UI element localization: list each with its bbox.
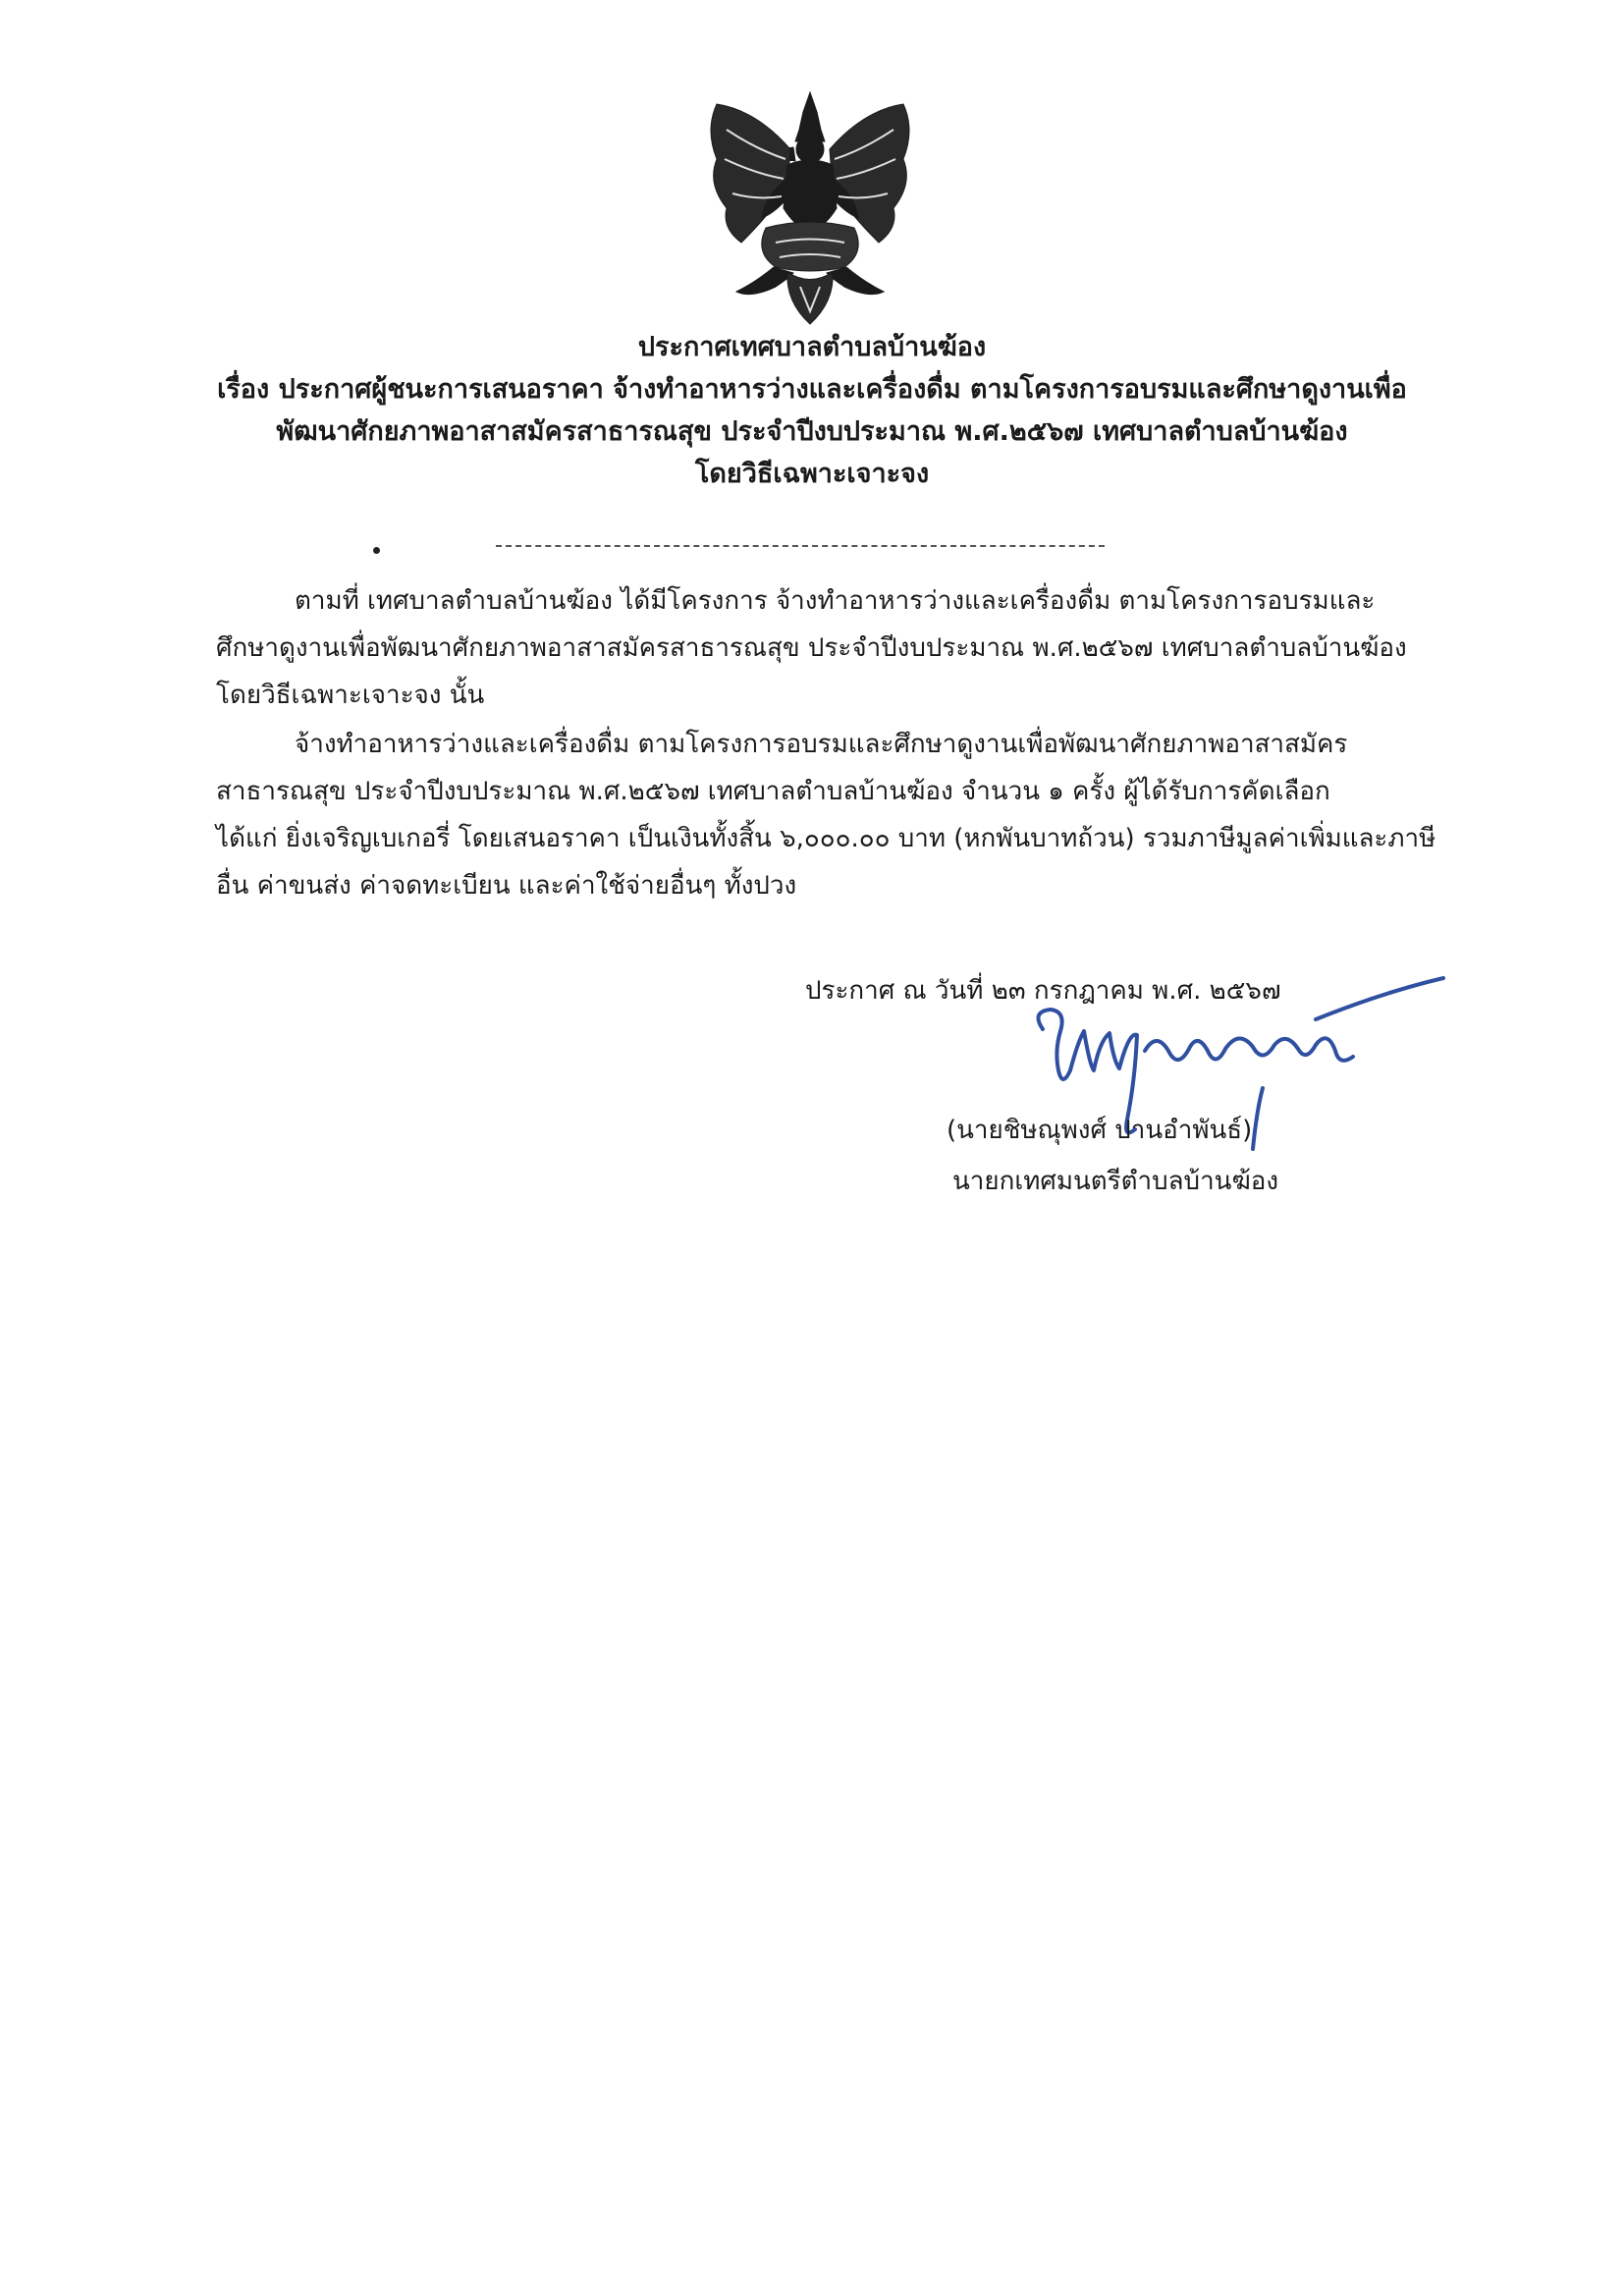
signer-name: (นายชิษณุพงศ์ ปานอำพันธ์)	[947, 1116, 1253, 1145]
paragraph-1-line: โดยวิธีเฉพาะเจาะจง นั้น	[216, 681, 485, 710]
announcement-header	[137, 326, 1487, 495]
paragraph-2-line: จ้างทำอาหารว่างและเครื่องดื่ม ตามโครงการอบรมและศึกษาดูงานเพื่อพัฒนาศักยภาพอาสาสมัคร	[295, 730, 1348, 759]
paragraph-1-line: ศึกษาดูงานเพื่อพัฒนาศักยภาพอาสาสมัครสาธารณสุข ประจำปีงบประมาณ พ.ศ.๒๕๖๗ เทศบาลตำบลบ้านฆ้อง	[216, 633, 1407, 663]
signer-title: นายกเทศมนตรีตำบลบ้านฆ้อง	[952, 1167, 1279, 1196]
announcement-date: ประกาศ ณ วันที่ ๒๓ กรกฎาคม พ.ศ. ๒๕๖๗	[805, 976, 1281, 1006]
garuda-emblem-icon	[697, 90, 923, 331]
header-subject-line-2: พัฒนาศักยภาพอาสาสมัครสาธารณสุข ประจำปีงบประมาณ พ.ศ.๒๕๖๗ เทศบาลตำบลบ้านฆ้อง	[276, 416, 1348, 447]
paragraph-2-line: สาธารณสุข ประจำปีงบประมาณ พ.ศ.๒๕๖๗ เทศบาลตำบลบ้านฆ้อง จำนวน ๑ ครั้ง ผู้ได้รับการคัดเลือก	[216, 777, 1330, 806]
header-subject-line-1: เรื่อง ประกาศผู้ชนะการเสนอราคา จ้างทำอาหารว่างและเครื่องดื่ม ตามโครงการอบรมและศึกษาดูงานเพื่อ	[217, 374, 1407, 405]
paragraph-2	[216, 721, 1468, 909]
paragraph-2-line: ได้แก่ ยิ่งเจริญเบเกอรี่ โดยเสนอราคา เป็นเงินทั้งสิ้น ๖,๐๐๐.๐๐ บาท (หกพันบาทถ้วน) รวมภาษีมูลค่าเพิ่มและภาษี	[216, 824, 1436, 853]
paragraph-1-line: ตามที่ เทศบาลตำบลบ้านฆ้อง ได้มีโครงการ จ้างทำอาหารว่างและเครื่องดื่ม ตามโครงการอบรมและ	[295, 586, 1376, 616]
header-method: โดยวิธีเฉพาะเจาะจง	[694, 459, 930, 489]
paragraph-2-line: อื่น ค่าขนส่ง ค่าจดทะเบียน และค่าใช้จ่ายอื่นๆ ทั้งปวง	[216, 871, 797, 901]
header-title: ประกาศเทศบาลตำบลบ้านฆ้อง	[637, 332, 987, 362]
ink-dot	[373, 547, 380, 554]
paragraph-1	[216, 577, 1468, 719]
header-divider	[496, 545, 1105, 547]
